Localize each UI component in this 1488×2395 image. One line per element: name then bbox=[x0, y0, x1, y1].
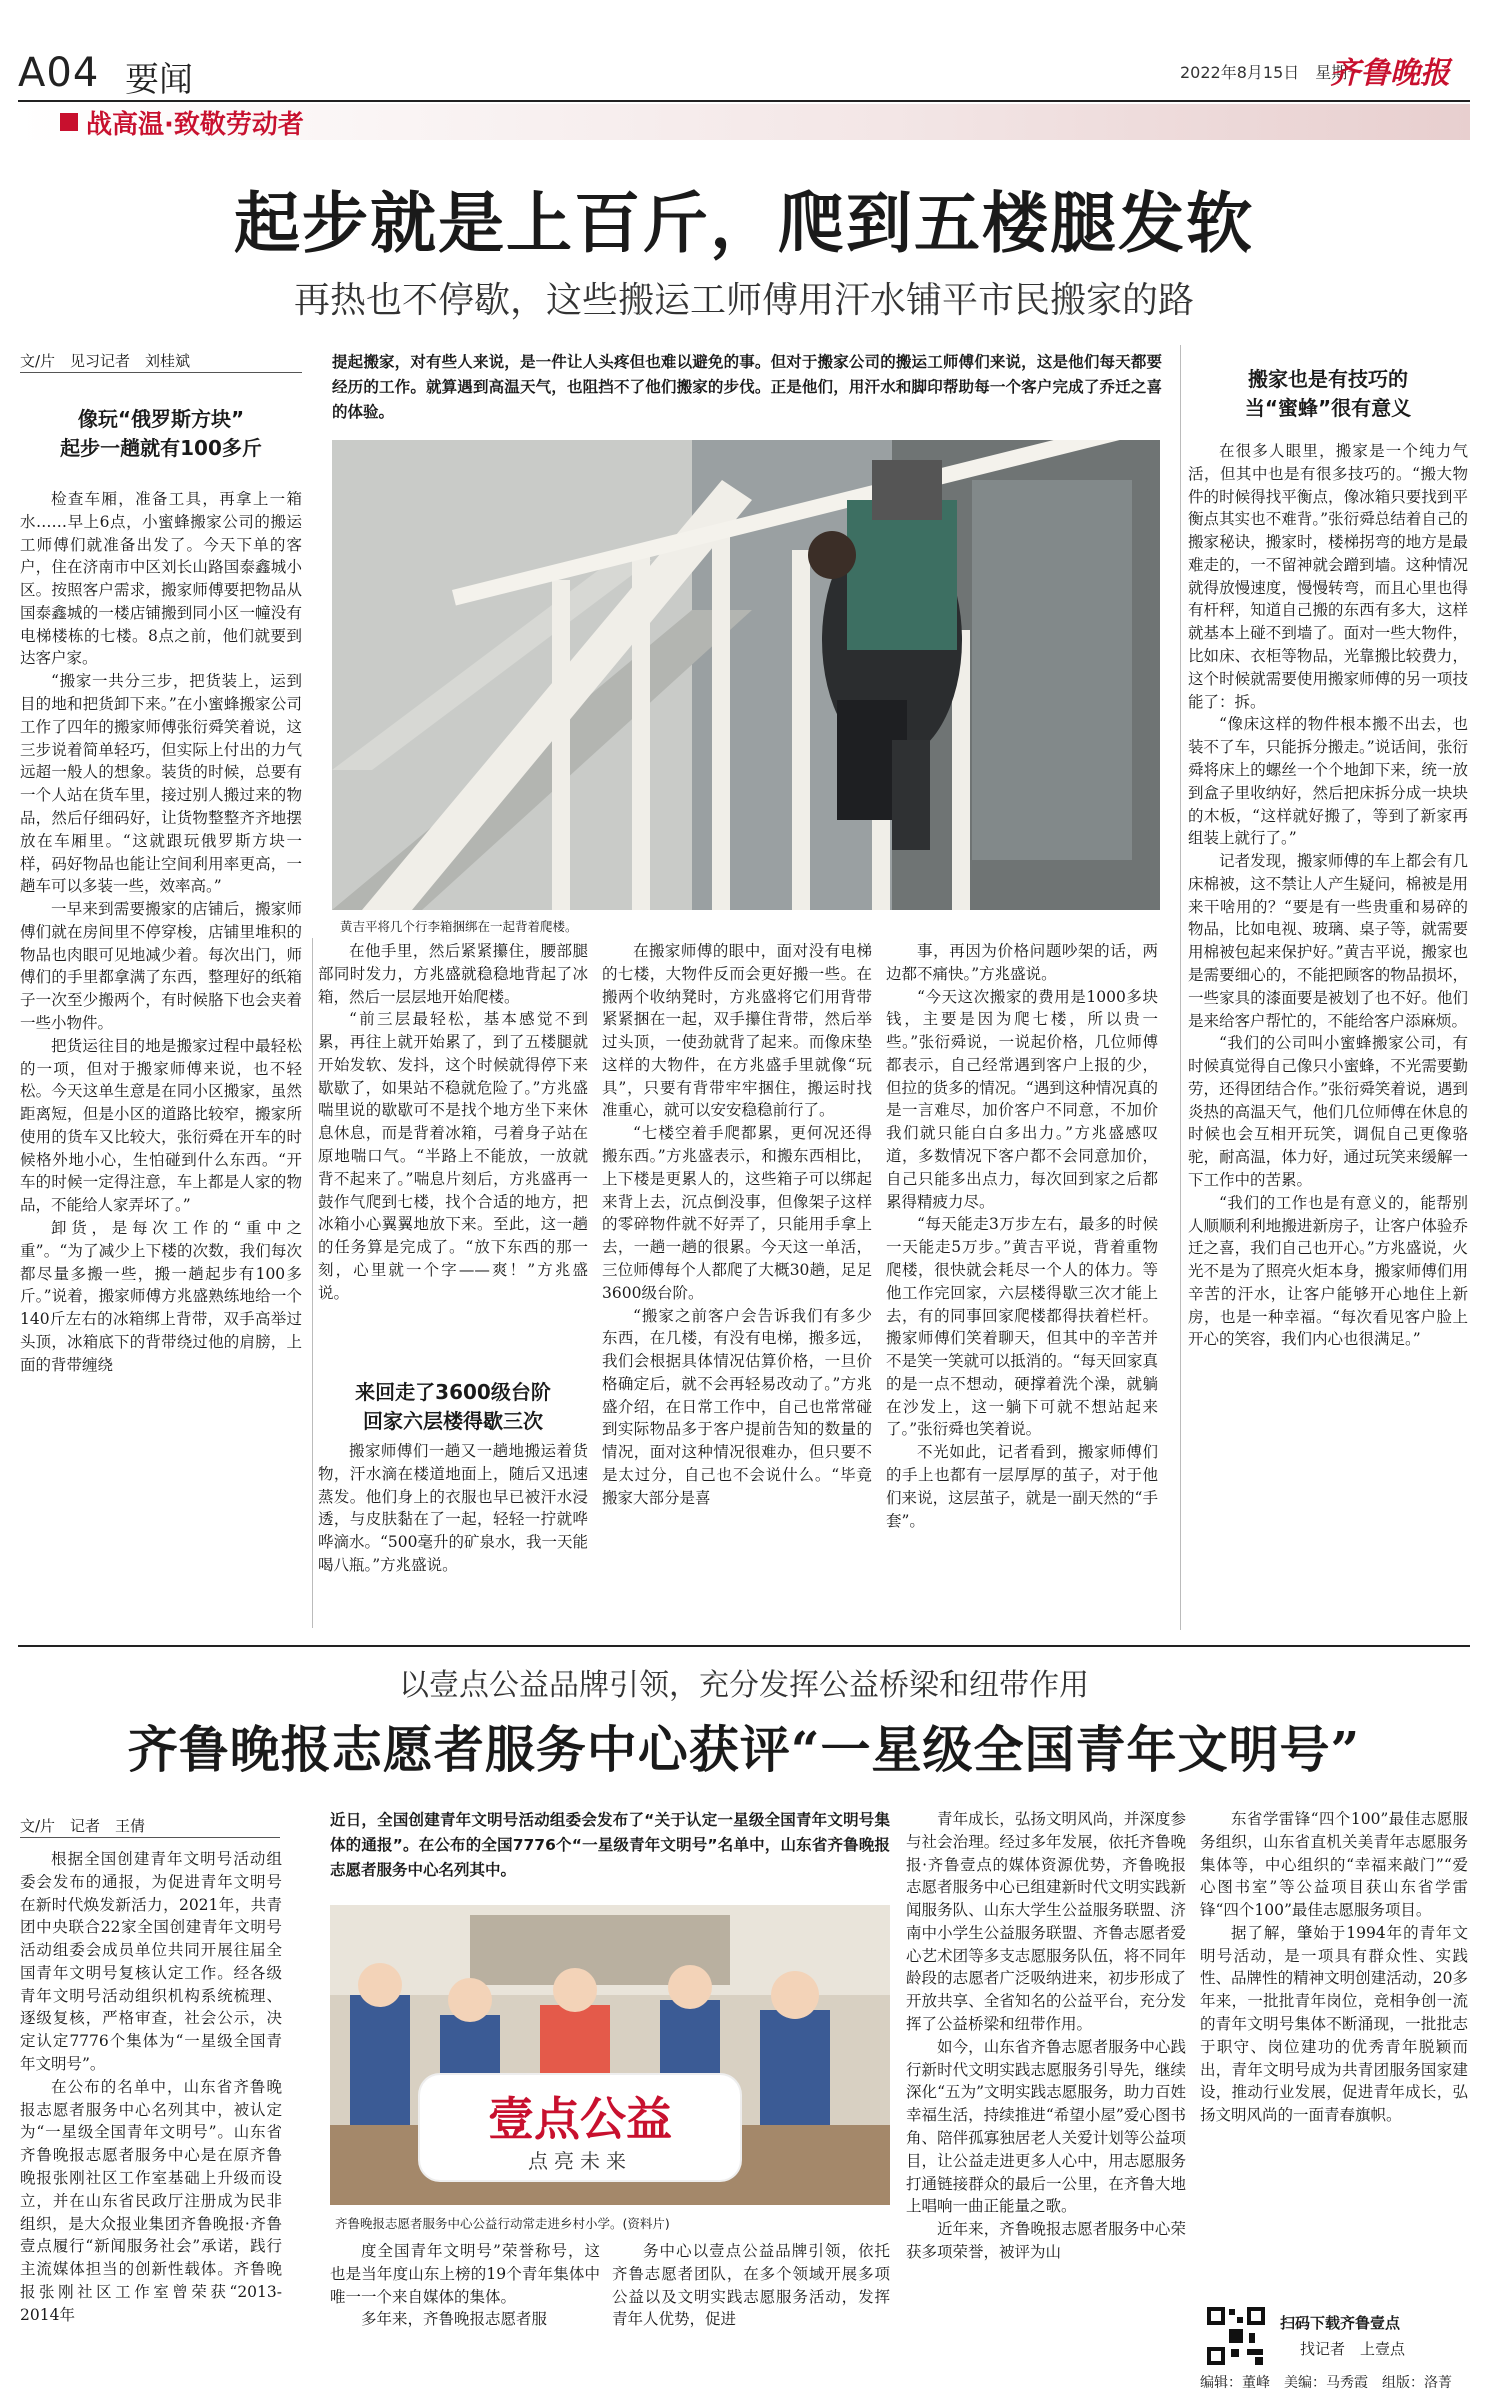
story2-lead: 近日，全国创建青年文明号活动组委会发布了“关于认定一星级全国青年文明号集体的通报”。在公布的全国7776个“一星级青年文明号”名单中，山东省齐鲁晚报志愿者服务中心名列其中。 bbox=[330, 1811, 890, 1879]
paragraph: 在很多人眼里，搬家是一个纯力气活，但其中也是有很多技巧的。“搬大物件的时候得找平衡点，像冰箱只要找到平衡点其实也不难背。”张衍舜总结着自己的搬家秘诀，搬家时，楼梯拐弯的地方是最难走的，一不留神就会蹭到墙。这种情况就得放慢速度，慢慢转弯，而且心里也得有杆秤，知道自己搬的东西有多大，这样就基本上碰不到墙了。面对一些大物件，比如床、衣柜等物品，光靠搬比较费力，这个时候就需要使用搬家师傅的另一项技能了：拆。 bbox=[1188, 442, 1468, 711]
story2-column-5 bbox=[1200, 1808, 1468, 2288]
story1-lead: 提起搬家，对有些人来说，是一件让人头疼但也难以避免的事。但对于搬家公司的搬运工师傅们来说，这是他们每天都要经历的工作。就算遇到高温天气，也阻挡不了他们搬家的步伐。正是他们，用汗水和脚印帮助每一个客户完成了乔迁之喜的体验。 bbox=[332, 353, 1162, 421]
paragraph: “搬家一共分三步，把货装上，运到目的地和把货卸下来。”在小蜜蜂搬家公司工作了四年的搬家师傅张衍舜笑着说，这三步说着简单轻巧，但实际上付出的力气远超一般人的想象。装货的时候，总要有一个人站在货车里，接过别人搬过来的物品，然后仔细码好，让货物整整齐齐地摆放在车厢里。“这就跟玩俄罗斯方块一样，码好物品也能让空间利用率更高，一趟车可以多装一些，效率高。” bbox=[20, 672, 302, 896]
section-label: 要闻 bbox=[125, 60, 193, 100]
story2-photo-caption: 齐鲁晚报志愿者服务中心公益行动常走进乡村小学。(资料片) bbox=[335, 2216, 670, 2231]
paragraph: “我们的公司叫小蜜蜂搬家公司，有时候真觉得自己像只小蜜蜂，不光需要勤劳，还得团结合作。”张衍舜笑着说，遇到炎热的高温天气，他们几位师傅在休息的时候也会互相开玩笑，调侃自己更像骆驼，耐高温，体力好，通过玩笑来缓解一下工作中的苦累。 bbox=[1188, 1034, 1468, 1189]
yidian-logo bbox=[420, 2075, 740, 2180]
story1-photo bbox=[332, 440, 1160, 910]
paragraph: “我们的工作也是有意义的，能帮别人顺顺利利地搬进新房子，让客户体验乔迁之喜，我们自己也开心。”方兆盛说，火光不是为了照亮火炬本身，搬家师傅们用辛苦的汗水，让客户能够开心地住上新房，也是一种幸福。“每次看见客户脸上开心的笑容，我们内心也很满足。” bbox=[1188, 1193, 1468, 1349]
story1-subhead-3: 搬家也是有技巧的 当“蜜蜂”很有意义 bbox=[1244, 367, 1412, 420]
qr-code-icon[interactable] bbox=[1205, 2305, 1267, 2367]
paragraph: “今天这次搬家的费用是1000多块钱，主要是因为爬七楼，所以贵一些。”张衍舜说，一说起价格，几位师傅都表示，自己经常遇到客户上报的少，但拉的货多的情况。“遇到这种情况真的是一言难尽，加价客户不同意，不加价我们就只能白白多出力。”方兆盛感叹道，多数情况下客户都不会同意加价，自己只能多出点力，每次回到家之后都累得精疲力尽。 bbox=[886, 987, 1158, 1211]
yidian-logo-text: 壹点公益 bbox=[488, 2092, 672, 2146]
paragraph: “每天能走3万步左右，最多的时候一天能走5万步。”黄吉平说，背着重物爬楼，很快就会耗尽一个人的体力。等他工作完回家，六层楼得歇三次才能上去，有的同事回家爬楼都得扶着栏杆。搬家师傅们笑着聊天，但其中的辛苦并不是笑一笑就可以抵消的。“每天回家真的是一点不想动，硬撑着洗个澡，就躺在沙发上，这一躺下可就不想站起来了。”张衍舜也笑着说。 bbox=[886, 1215, 1158, 1439]
paragraph: “搬家之前客户会告诉我们有多少东西，在几楼，有没有电梯，搬多远，我们会根据具体情况估算价格，一旦价格确定后，就不会再轻易改动了。”方兆盛介绍，在日常工作中，自己也常常碰到实际物品多于客户提前告知的数量的情况，面对这种情况很难办，但只要不是太过分，自己也不会说什么。“毕竟搬家大部分是喜 bbox=[602, 1306, 872, 1507]
story1-column-2b: 搬家师傅们一趟又一趟地搬运着货物，汗水滴在楼道地面上，随后又迅速蒸发。他们身上的衣服也早已被汗水浸透，与皮肤黏在了一起，轻轻一拧就哗哗滴水。“500毫升的矿泉水，我一天能喝八瓶。”方兆盛说。 bbox=[318, 1442, 588, 1574]
story2-column-2 bbox=[330, 2240, 600, 2390]
paragraph: 近年来，齐鲁晚报志愿者服务中心荣获多项荣誉，被评为山 bbox=[906, 2220, 1186, 2261]
qr-label: 扫码下载齐鲁壹点 bbox=[1280, 2314, 1401, 2332]
paragraph: 记者发现，搬家师傅的车上都会有几床棉被，这不禁让人产生疑问，棉被是用来干啥用的？“要是有一些贵重和易碎的物品，比如电视、玻璃、桌子等，就需要用棉被包起来保护好。”黄吉平说，搬家也是需要细心的，不能把顾客的物品损坏，一些家具的漆面要是被划了也不好。他们是来给客户帮忙的，不能给客户添麻烦。 bbox=[1188, 852, 1468, 1030]
paragraph: “前三层最轻松，基本感觉不到累，再往上就开始累了，到了五楼腿就开始发软、发抖，这个时候就得停下来歇歇了，如果站不稳就危险了。”方兆盛喘里说的歇歇可不是找个地方坐下来休息休息，而是背着冰箱，弓着身子站在原地喘口气。“半路上不能放，一放就背不起来了。”喘息片刻后，方兆盛再一鼓作气爬到七楼，找个合适的地方，把冰箱小心翼翼地放下来。至此，这一趟的任务算是完成了。“放下东西的那一刻，心里就一个字——爽！”方兆盛说。 bbox=[318, 1010, 588, 1302]
story1-column-4 bbox=[886, 940, 1158, 1630]
qr-sublabel: 找记者 上壹点 bbox=[1300, 2340, 1406, 2358]
page-number: A04 bbox=[18, 50, 100, 96]
paragraph: 把货运往目的地是搬家过程中最轻松的一项，但对于搬家师傅来说，也不轻松。今天这单生意是在同小区搬家，虽然距离短，但是小区的道路比较窄，搬家所使用的货车又比较大，张衍舜在开车的时候格外地小心，生怕碰到什么东西。“开车的时候一定得注意，车上都是人家的物品，不能给人家弄坏了。” bbox=[20, 1036, 302, 1215]
story1-column-2 bbox=[318, 940, 588, 1360]
paragraph: 检查车厢，准备工具，再拿上一箱水……早上6点，小蜜蜂搬家公司的搬运工师傅们就准备出发了。今天下单的客户，住在济南市中区刘长山路国泰鑫城小区。按照客户需求，搬家师傅要把物品从国泰鑫城的一楼店铺搬到同小区一幢没有电梯楼栋的七楼。8点之前，他们就要到达客户家。 bbox=[20, 490, 302, 668]
issue-date: 2022年8月15日 星期一 bbox=[1180, 63, 1364, 82]
paragraph: 度全国青年文明号”荣誉称号，这也是当年度山东上榜的19个青年集体中唯一一个来自媒体的集体。 bbox=[330, 2242, 600, 2306]
story1-photo-caption: 黄吉平将几个行李箱捆绑在一起背着爬楼。 bbox=[340, 919, 578, 934]
story1-column-3 bbox=[602, 940, 872, 1630]
paragraph: 在搬家师傅的眼中，面对没有电梯的七楼，大物件反而会更好搬一些。在搬两个收纳凳时，方兆盛将它们用背带紧紧捆在一起，双手攥住背带，然后举过头顶，一使劲就背了起来。而像床垫这样的大物件，在方兆盛手里就像“玩具”，只要有背带牢牢捆住，搬运时找准重心，就可以安安稳稳前行了。 bbox=[602, 942, 872, 1120]
header-rule bbox=[18, 100, 1470, 102]
story2-byline: 文/片 记者 王倩 bbox=[20, 1817, 146, 1835]
column-banner-label: 战高温·致敬劳动者 bbox=[86, 110, 304, 140]
story2-column-4 bbox=[906, 1808, 1186, 2388]
paragraph: 根据全国创建青年文明号活动组委会发布的通报，为促进青年文明号在新时代焕发新活力，2021年，共青团中央联合22家全国创建青年文明号活动组委会成员单位共同开展往届全国青年文明号复核认定工作。经各级青年文明号活动组织机构系统梳理、逐级复核，严格审查，社会公示，决定认定7776个集体为“一星级全国青年文明号”。 bbox=[20, 1850, 282, 2074]
banner-square-icon bbox=[60, 113, 78, 131]
story2-kicker: 以壹点公益品牌引领，充分发挥公益桥梁和纽带作用 bbox=[399, 1668, 1089, 1703]
story1-subheadline: 再热也不停歇，这些搬运工师傅用汗水铺平市民搬家的路 bbox=[293, 280, 1194, 321]
byline-rule bbox=[20, 372, 302, 373]
paragraph: 卸货，是每次工作的“重中之重”。“为了减少上下楼的次数，我们每次都尽量多搬一些，搬一趟起步有100多斤。”说着，搬家师傅方兆盛熟练地给一个140斤左右的冰箱绑上背带，双手高举过头顶，冰箱底下的背带绕过他的肩膀，上面的背带缠绕 bbox=[20, 1219, 302, 1374]
story2-column-3: 务中心以壹点公益品牌引领，依托齐鲁志愿者团队，在多个领域开展多项公益以及文明实践志愿服务活动，发挥青年人优势，促进 bbox=[612, 2242, 890, 2329]
column-divider bbox=[312, 938, 313, 1628]
story2-column-1 bbox=[20, 1848, 282, 2388]
paragraph: 多年来，齐鲁晚报志愿者服 bbox=[361, 2310, 548, 2329]
byline-rule bbox=[20, 1837, 280, 1838]
story1-subhead-2: 来回走了3600级台阶 回家六层楼得歇三次 bbox=[355, 1380, 551, 1433]
story1-byline: 文/片 见习记者 刘桂斌 bbox=[20, 352, 191, 370]
paragraph: “七楼空着手爬都累，更何况还得搬东西。”方兆盛表示，和搬东西相比，上下楼是更累人的，这些箱子可以绑起来背上去，沉点倒没事，但像架子这样的零碎物件就不好弄了，只能用手拿上去，一趟一趟的很累。今天这一单活，三位师傅每个人都爬了大概30趟，足足3600级台阶。 bbox=[602, 1124, 872, 1302]
column-divider bbox=[1180, 345, 1181, 1630]
paragraph: 青年成长，弘扬文明风尚，并深度参与社会治理。经过多年发展，依托齐鲁晚报·齐鲁壹点的媒体资源优势，齐鲁晚报志愿者服务中心已组建新时代文明实践新闻服务队、山东大学生公益服务联盟、济南中小学生公益服务联盟、齐鲁志愿者爱心艺术团等多支志愿服务队伍，将不同年龄段的志愿者广泛吸纳进来，初步形成了开放共享、全省知名的公益平台，充分发挥了公益桥梁和纽带作用。 bbox=[906, 1810, 1186, 2034]
story1-subhead-1: 像玩“俄罗斯方块” 起步一趟就有100多斤 bbox=[60, 407, 262, 460]
paragraph: 如今，山东省齐鲁志愿者服务中心践行新时代文明实践志愿服务引导先，继续深化“五为”文明实践志愿服务，助力百姓幸福生活，持续推进“希望小屋”爱心图书角、陪伴孤寡独居老人关爱计划等公益项目，让公益走进更多人心中，用志愿服务打通链接群众的最后一公里，在齐鲁大地上唱响一曲正能量之歌。 bbox=[906, 2037, 1186, 2216]
paragraph: 在公布的名单中，山东省齐鲁晚报志愿者服务中心名列其中，被认定为“一星级全国青年文明号”。山东省齐鲁晚报志愿者服务中心是在原齐鲁晚报张刚社区工作室基础上升级而设立，并在山东省民政厅注册成为民非组织，是大众报业集团齐鲁晚报·齐鲁壹点履行“新闻服务社会”承诺，践行主流媒体担当的创新性载体。齐鲁晚报张刚社区工作室曾荣获“2013-2014年 bbox=[20, 2077, 282, 2324]
paragraph: 事，再因为价格问题吵架的话，两边都不痛快。”方兆盛说。 bbox=[886, 942, 1158, 983]
story1-headline: 起步就是上百斤，爬到五楼腿发软 bbox=[234, 184, 1254, 262]
newspaper-logo: 齐鲁晚报 bbox=[1330, 56, 1450, 91]
paragraph: “像床这样的物件根本搬不出去，也装不了车，只能拆分搬走。”说话间，张衍舜将床上的螺丝一个个地卸下来，统一放到盒子里收纳好，然后把床拆分成一块块的木板，“这样就好搬了，等到了新家再组装上就行了。” bbox=[1188, 715, 1468, 848]
stairwell-porter-image bbox=[332, 440, 1160, 910]
page-credits: 编辑：董峰 美编：马秀霞 组版：洛菁 bbox=[1200, 2375, 1452, 2391]
story-divider bbox=[18, 1645, 1470, 1647]
paragraph: 在他手里，然后紧紧攥住，腰部腿部同时发力，方兆盛就稳稳地背起了冰箱，然后一层层地开始爬楼。 bbox=[318, 942, 588, 1006]
story2-headline: 齐鲁晚报志愿者服务中心获评“一星级全国青年文明号” bbox=[127, 1720, 1361, 1779]
paragraph: 不光如此，记者看到，搬家师傅们的手上也都有一层厚厚的茧子，对于他们来说，这层茧子，就是一副天然的“手套”。 bbox=[886, 1443, 1158, 1530]
paragraph: 据了解，肇始于1994年的青年文明号活动，是一项具有群众性、实践性、品牌性的精神文明创建活动，20多年来，一批批青年岗位，竞相争创一流的青年文明号集体不断涌现，一批批志于职守、岗位建功的优秀青年脱颖而出，青年文明号成为共青团服务国家建设，推动行业发展，促进青年成长，弘扬文明风尚的一面青春旗帜。 bbox=[1200, 1923, 1468, 2125]
story1-column-1 bbox=[20, 488, 302, 1628]
story1-column-5 bbox=[1188, 440, 1468, 1630]
yidian-logo-tagline: 点亮未来 bbox=[528, 2149, 632, 2173]
paragraph: 一早来到需要搬家的店铺后，搬家师傅们就在房间里不停穿梭，店铺里堆积的物品也肉眼可见地减少着。每次出门，师傅们的手里都拿满了东西，整理好的纸箱子一次至少搬两个，有时候胳下也会夹着一些小物件。 bbox=[20, 900, 302, 1032]
paragraph: 东省学雷锋“四个100”最佳志愿服务组织，山东省直机关美青年志愿服务集体等，中心组织的“幸福来敲门”“爱心图书室”等公益项目获山东省学雷锋“四个100”最佳志愿服务项目。 bbox=[1200, 1810, 1468, 1920]
